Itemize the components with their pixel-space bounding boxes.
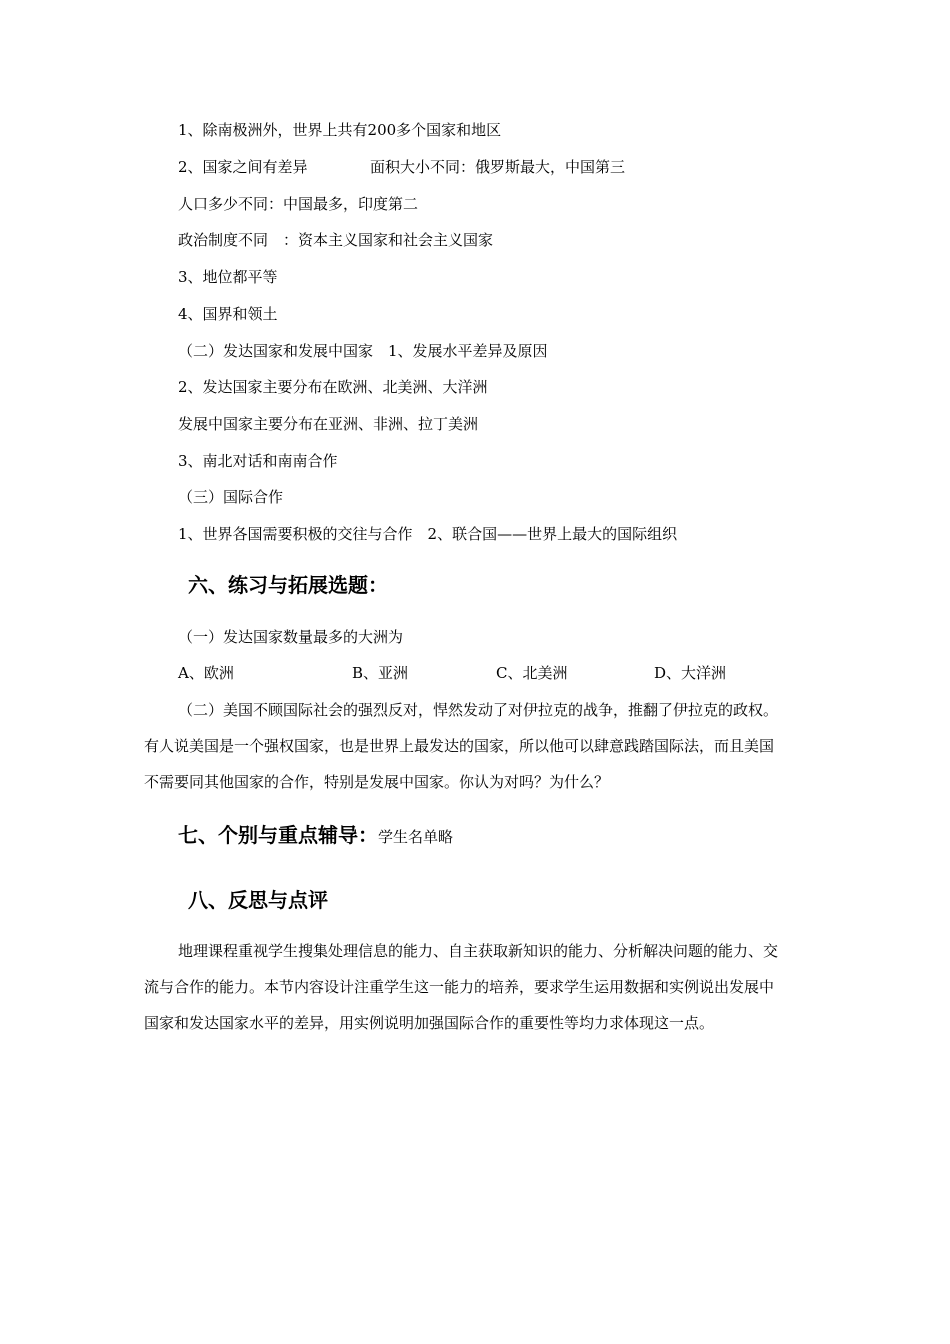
section8-heading: 八、反思与点评: [188, 888, 328, 912]
question-2: [144, 692, 784, 800]
section8-body: [144, 933, 784, 1041]
summary-line-9: 发展中国家主要分布在亚洲、非洲、拉丁美洲: [178, 415, 479, 433]
summary-line-8: 2、发达国家主要分布在欧洲、北美洲、大洋洲: [178, 378, 488, 396]
question-1: （一）发达国家数量最多的大洲为: [178, 628, 404, 646]
option-d: D、大洋洲: [654, 664, 727, 682]
summary-line-10: 3、南北对话和南南合作: [178, 452, 338, 470]
option-a: A、欧洲: [178, 664, 234, 682]
summary-line-11: （三）国际合作: [178, 488, 284, 506]
section8-body-text: 地理课程重视学生搜集处理信息的能力、自主获取新知识的能力、分析解决问题的能力、交流与合作的能力。本节内容设计注重学生这一能力的培养，要求学生运用数据和实例说出发展中国家和发达国家水平的差异，用实例说明加强国际合作的重要性等均力求体现这一点。: [144, 942, 779, 1032]
summary-line-7: （二）发达国家和发展中国家 1、发展水平差异及原因: [178, 342, 548, 360]
section6-heading: 六、练习与拓展选题：: [188, 573, 388, 597]
option-c: C、北美洲: [496, 664, 568, 682]
summary-line-4: 政治制度不同 ：资本主义国家和社会主义国家: [178, 231, 494, 249]
option-b: B、亚洲: [352, 664, 409, 682]
summary-line-1: 1、除南极洲外，世界上共有200多个国家和地区: [178, 121, 502, 139]
section7-note: 学生名单略: [378, 828, 454, 846]
summary-line-12: 1、世界各国需要积极的交往与合作 2、联合国——世界上最大的国际组织: [178, 525, 678, 543]
section7-heading: [178, 822, 453, 850]
summary-line-6: 4、国界和领土: [178, 305, 278, 323]
question-2-text: （二）美国不顾国际社会的强烈反对，悍然发动了对伊拉克的战争，推翻了伊拉克的政权。有人说美国是一个强权国家，也是世界上最发达的国家，所以他可以肆意践踏国际法，而且美国不需要同其他国家的合作，特别是发展中国家。你认为对吗？为什么？: [144, 701, 779, 791]
summary-line-5: 3、地位都平等: [178, 268, 278, 286]
section7-heading-text: 七、个别与重点辅导：: [178, 823, 378, 847]
summary-line-3: 人口多少不同：中国最多，印度第二: [178, 195, 419, 213]
summary-line-2: 2、国家之间有差异: [178, 158, 308, 176]
summary-line-2b: 面积大小不同：俄罗斯最大，中国第三: [370, 158, 626, 176]
